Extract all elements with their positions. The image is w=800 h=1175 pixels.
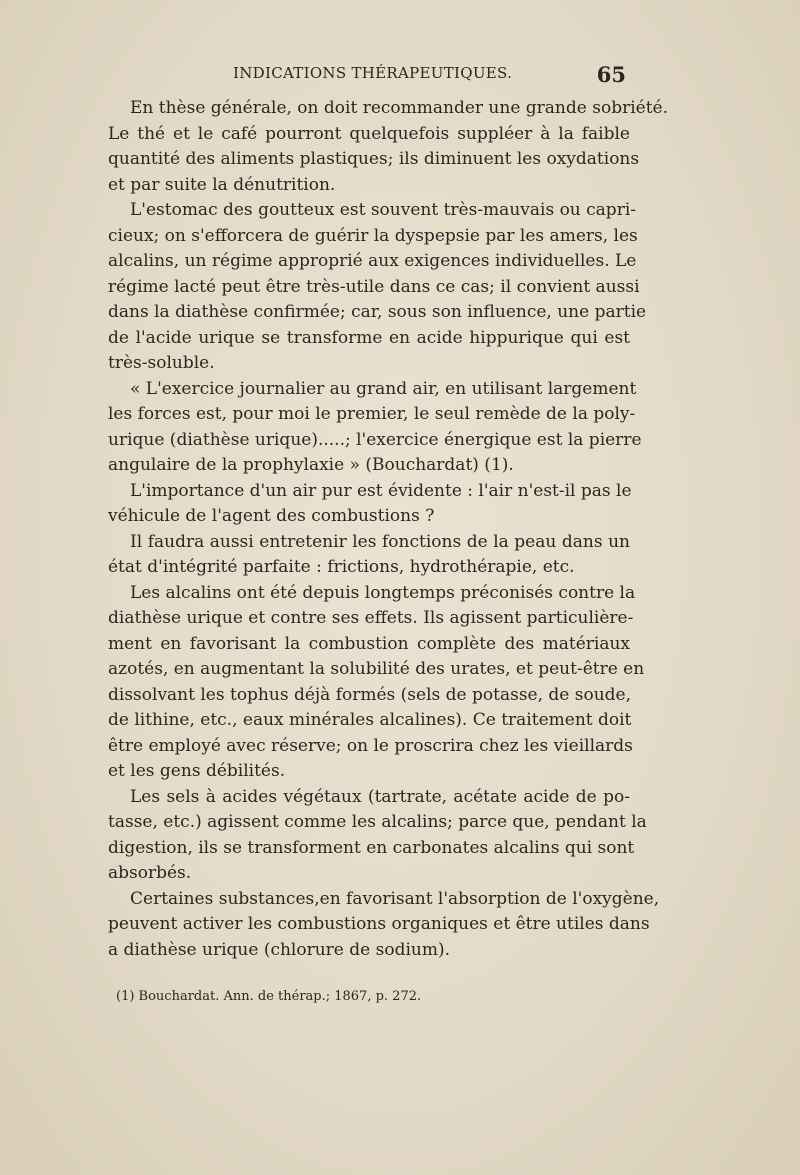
text-line: quantité des aliments plastiques; ils diminuent les oxydations	[108, 149, 640, 169]
text-line: Il faudra aussi entretenir les fonctions de la peau dans un	[130, 531, 630, 552]
text-line: peuvent activer les combustions organiques et être utiles dans	[108, 914, 650, 934]
text-line: ment en favorisant la combustion complète des matériaux	[108, 633, 630, 654]
footnote: (1) Bouchardat. Ann. de thérap.; 1867, p. 272.	[116, 989, 422, 1004]
text-line: régime lacté peut être très-utile dans ce cas; il convient aussi	[108, 276, 640, 297]
running-title: INDICATIONS THÉRAPEUTIQUES.	[233, 64, 513, 82]
text-line: angulaire de la prophylaxie » (Bouchardat) (1).	[108, 455, 514, 475]
text-line: dissolvant les tophus déjà formés (sels de potasse, de soude,	[108, 684, 632, 705]
page-number: 65	[596, 62, 626, 87]
text-line: alcalins, un régime approprié aux exigences individuelles. Le	[108, 251, 637, 271]
text-line: L'importance d'un air pur est évidente : l'air n'est-il pas le	[130, 480, 632, 501]
text-line: et les gens débilités.	[108, 761, 286, 781]
text-line: « L'exercice journalier au grand air, en utilisant largement	[130, 378, 637, 399]
text-line: état d'intégrité parfaite : frictions, hydrothérapie, etc.	[108, 557, 575, 577]
text-line: de lithine, etc., eaux minérales alcalines). Ce traitement doit	[108, 710, 632, 730]
text-line: véhicule de l'agent des combustions ?	[108, 506, 435, 526]
text-line: L'estomac des goutteux est souvent très-mauvais ou capri-	[130, 200, 636, 220]
text-line: digestion, ils se transforment en carbonates alcalins qui sont	[108, 837, 635, 858]
text-line: très-soluble.	[108, 353, 215, 373]
text-line: En thèse générale, on doit recommander une grande sobriété.	[130, 98, 668, 118]
text-line: Les sels à acides végétaux (tartrate, acétate acide de po-	[130, 786, 630, 807]
text-line: Les alcalins ont été depuis longtemps préconisés contre la	[130, 582, 636, 603]
text-line: Certaines substances,en favorisant l'absorption de l'oxygène,	[130, 888, 660, 909]
text-line: de l'acide urique se transforme en acide hippurique qui est	[108, 327, 630, 348]
text-line: les forces est, pour moi le premier, le seul remède de la poly-	[108, 404, 636, 424]
running-header	[108, 62, 626, 92]
text-line: dans la diathèse confirmée; car, sous son influence, une partie	[108, 302, 647, 322]
text-line: diathèse urique et contre ses effets. Ils agissent particulière-	[108, 608, 634, 628]
text-line: Le thé et le café pourront quelquefois suppléer à la faible	[108, 123, 630, 144]
text-line: azotés, en augmentant la solubilité des urates, et peut-être en	[108, 659, 645, 679]
text-line: tasse, etc.) agissent comme les alcalins; parce que, pendant la	[108, 812, 647, 832]
text-line: absorbés.	[108, 863, 192, 883]
text-line: a diathèse urique (chlorure de sodium).	[108, 939, 451, 960]
body-text	[108, 96, 668, 963]
text-line: et par suite la dénutrition.	[108, 174, 336, 195]
text-line: cieux; on s'efforcera de guérir la dyspepsie par les amers, les	[108, 225, 638, 246]
text-line: être employé avec réserve; on le proscrira chez les vieillards	[108, 735, 633, 756]
text-line: urique (diathèse urique).....; l'exercice énergique est la pierre	[108, 429, 642, 450]
